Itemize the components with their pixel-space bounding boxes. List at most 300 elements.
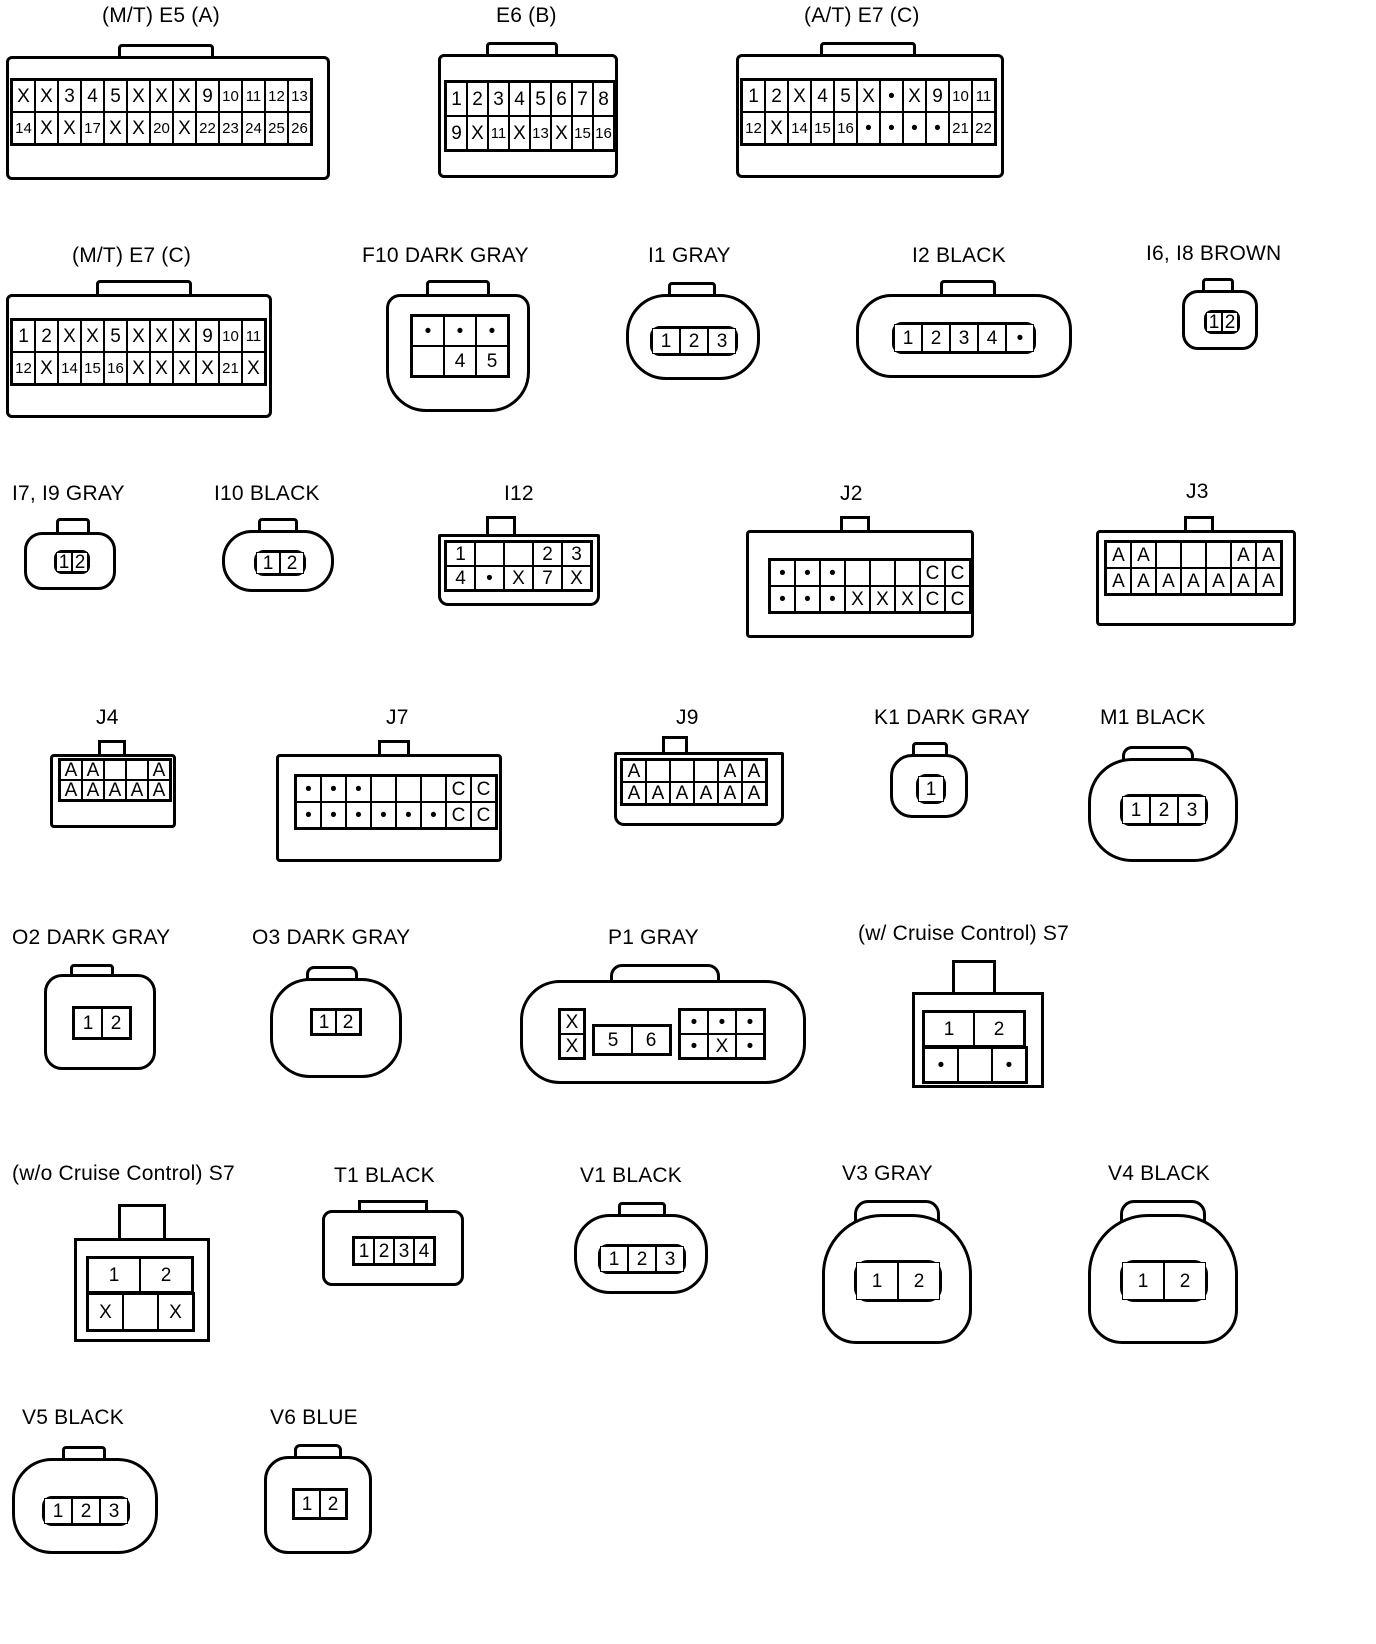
connector-pin: 4	[509, 82, 530, 116]
connector-pin: 9	[196, 320, 219, 352]
connector-pin: 14	[58, 352, 81, 384]
connector-pin: X	[150, 80, 173, 112]
connector-pin: X	[35, 80, 58, 112]
connector-pin: A	[1256, 568, 1281, 594]
connector-pin: •	[795, 560, 820, 586]
connector-pin: 4	[446, 566, 475, 590]
connector-i2	[848, 238, 1088, 388]
connector-pin: •	[857, 112, 880, 144]
connector-pin: X	[35, 352, 58, 384]
connector-pin: 21	[219, 352, 242, 384]
connector-pin: X	[173, 320, 196, 352]
connector-s7-with-cruise	[856, 922, 1106, 1102]
connector-pin: 2	[765, 80, 788, 112]
connector-pin: X	[467, 116, 488, 150]
connector-pin: A	[82, 760, 104, 780]
connector-pin: 1	[742, 80, 765, 112]
connector-pin: A	[148, 760, 170, 780]
connector-pin: •	[296, 802, 321, 828]
connector-pin: A	[1131, 542, 1156, 568]
pin-grid	[598, 1244, 686, 1274]
connector-pin: 1	[1122, 796, 1150, 824]
connector-pin: A	[1231, 568, 1256, 594]
connector-pin: 11	[972, 80, 995, 112]
connector-j4	[40, 702, 190, 832]
connector-pin: 14	[12, 112, 35, 144]
connector-e7-at	[730, 0, 1020, 190]
connector-pin: •	[680, 1010, 708, 1034]
connector-pin: 1	[918, 776, 944, 802]
connector-pin: 23	[219, 112, 242, 144]
connector-title: V3 GRAY	[842, 1162, 933, 1185]
connector-pin: 2	[680, 328, 708, 354]
connector-pin	[1206, 542, 1231, 568]
connector-pin: 5	[594, 1026, 632, 1054]
connector-pin: •	[926, 112, 949, 144]
connector-pin: 6	[632, 1026, 670, 1054]
connector-title: I2 BLACK	[912, 244, 1006, 267]
connector-pin: •	[412, 316, 444, 346]
connector-title: (A/T) E7 (C)	[804, 4, 920, 27]
connector-i1	[620, 238, 770, 388]
connector-pin: 15	[811, 112, 834, 144]
connector-pin: 2	[898, 1262, 940, 1300]
connector-v5	[6, 1402, 176, 1562]
connector-pin: •	[396, 802, 421, 828]
connector-title: J3	[1186, 480, 1209, 503]
connector-v1	[570, 1160, 740, 1300]
connector-pin: 13	[530, 116, 551, 150]
pin-grid-top	[86, 1256, 194, 1294]
pin-grid	[54, 550, 90, 574]
connector-pin	[958, 1048, 992, 1082]
connector-title: M1 BLACK	[1100, 706, 1206, 729]
connector-title: (M/T) E7 (C)	[72, 244, 192, 267]
connector-pin: X	[870, 586, 895, 612]
pin-grid-middle	[592, 1024, 672, 1056]
connector-pin: 2	[102, 1008, 130, 1038]
pin-grid	[650, 326, 738, 356]
connector-pin: C	[945, 560, 970, 586]
connector-pin: 24	[242, 112, 265, 144]
connector-title: O3 DARK GRAY	[252, 926, 411, 949]
connector-pin	[895, 560, 920, 586]
connector-pin: C	[446, 776, 471, 802]
connector-pin: •	[346, 776, 371, 802]
connector-pin: •	[371, 802, 396, 828]
connector-title: J2	[840, 482, 863, 505]
connector-pin: X	[551, 116, 572, 150]
connector-pin: •	[296, 776, 321, 802]
connector-pin: 2	[72, 1498, 100, 1524]
connector-pin: •	[880, 112, 903, 144]
connector-pin: X	[173, 352, 196, 384]
connector-pin: 2	[533, 542, 562, 566]
connector-pin: 3	[1178, 796, 1206, 824]
connector-pin: •	[736, 1034, 764, 1058]
connector-pin: X	[708, 1034, 736, 1058]
connector-pin: C	[471, 776, 496, 802]
connector-pin: 16	[104, 352, 127, 384]
connector-e5	[0, 0, 360, 190]
pin-grid	[410, 314, 510, 378]
connector-pin: 1	[446, 82, 467, 116]
connector-e7-mt	[0, 238, 290, 428]
connector-pin: 2	[140, 1258, 192, 1292]
connector-f10	[358, 238, 558, 418]
connector-pin: 1	[44, 1498, 72, 1524]
connector-pin: 5	[104, 80, 127, 112]
connector-pin: A	[60, 760, 82, 780]
connector-pin: 1	[312, 1010, 336, 1034]
connector-pin: 14	[788, 112, 811, 144]
connector-p1	[510, 922, 830, 1092]
connector-pin: X	[504, 566, 533, 590]
connector-pin: •	[795, 586, 820, 612]
connector-pin	[504, 542, 533, 566]
connector-pin: •	[992, 1048, 1026, 1082]
connector-j3	[1090, 478, 1310, 648]
connector-pin: 12	[12, 352, 35, 384]
connector-pin: X	[560, 1034, 584, 1058]
connector-pin: 9	[196, 80, 219, 112]
connector-pin: 5	[476, 346, 508, 376]
connector-pin: X	[127, 80, 150, 112]
connector-pin: •	[820, 560, 845, 586]
connector-pin: C	[446, 802, 471, 828]
connector-pin: •	[903, 112, 926, 144]
connector-pin: 26	[288, 112, 311, 144]
pin-grid	[854, 1260, 942, 1302]
connector-pin: 5	[530, 82, 551, 116]
connector-pin: •	[880, 80, 903, 112]
connector-pin: 2	[280, 552, 304, 574]
connector-pin: 2	[1164, 1262, 1206, 1300]
connector-pin: 10	[219, 320, 242, 352]
connector-pin: 3	[488, 82, 509, 116]
connector-pin: 22	[196, 112, 219, 144]
pin-grid	[352, 1236, 436, 1266]
connector-pin: 2	[922, 324, 950, 352]
connector-pin	[412, 346, 444, 376]
connector-v3	[820, 1160, 990, 1350]
connector-pin: 25	[265, 112, 288, 144]
connector-pin: 1	[894, 324, 922, 352]
connector-pin: 13	[288, 80, 311, 112]
connector-o2	[10, 922, 200, 1072]
connector-pin: 2	[628, 1246, 656, 1272]
pin-grid-right	[678, 1008, 766, 1060]
connector-pin: 9	[446, 116, 467, 150]
connector-pin: 2	[1222, 312, 1238, 332]
pin-grid	[42, 1496, 130, 1526]
connector-title: J4	[96, 706, 119, 729]
connector-pin: 7	[533, 566, 562, 590]
pin-grid	[1120, 1260, 1208, 1302]
connector-pin: A	[718, 782, 742, 804]
connector-pin: C	[945, 586, 970, 612]
connector-pin: A	[718, 760, 742, 782]
connector-s7-without-cruise	[10, 1160, 280, 1350]
connector-pin: C	[471, 802, 496, 828]
connector-pin: 2	[35, 320, 58, 352]
connector-pin: A	[622, 760, 646, 782]
connector-pin: 1	[856, 1262, 898, 1300]
connector-pin: 5	[834, 80, 857, 112]
connector-pin: A	[1156, 568, 1181, 594]
connector-pin: 6	[551, 82, 572, 116]
connector-pin	[396, 776, 421, 802]
pin-grid	[444, 540, 593, 592]
connector-title: V6 BLUE	[270, 1406, 358, 1429]
pin-grid	[294, 774, 498, 830]
connector-pin: 3	[58, 80, 81, 112]
connector-title: O2 DARK GRAY	[12, 926, 171, 949]
pin-grid-bottom	[86, 1292, 195, 1332]
connector-title: V5 BLACK	[22, 1406, 124, 1429]
connector-pin: X	[127, 320, 150, 352]
connector-pin: 12	[265, 80, 288, 112]
connector-pin: •	[708, 1010, 736, 1034]
connector-title: I10 BLACK	[214, 482, 320, 505]
pin-grid	[892, 322, 1036, 354]
connector-pin: 2	[336, 1010, 360, 1034]
connector-pin: X	[788, 80, 811, 112]
connector-pin	[694, 760, 718, 782]
connector-pin: 2	[72, 552, 88, 572]
connector-pin: 1	[600, 1246, 628, 1272]
connector-title: V4 BLACK	[1108, 1162, 1210, 1185]
connector-pin: 2	[1150, 796, 1178, 824]
connector-pin: X	[173, 112, 196, 144]
connector-pin: 15	[81, 352, 104, 384]
connector-pin: 11	[242, 80, 265, 112]
connector-pin: 11	[488, 116, 509, 150]
connector-i10	[210, 478, 360, 608]
connector-pin: •	[1006, 324, 1034, 352]
connector-pin: 1	[354, 1238, 374, 1264]
connector-pin: •	[321, 776, 346, 802]
connector-title: (M/T) E5 (A)	[102, 4, 220, 27]
connector-pin: 16	[834, 112, 857, 144]
connector-pin: X	[104, 112, 127, 144]
connector-pin: X	[857, 80, 880, 112]
connector-pin: 4	[414, 1238, 434, 1264]
connector-pin: •	[444, 316, 476, 346]
connector-pin: 3	[394, 1238, 414, 1264]
connector-title: E6 (B)	[496, 4, 557, 27]
connector-pin: •	[475, 566, 504, 590]
connector-pin: 1	[56, 552, 72, 572]
connector-pin: X	[127, 112, 150, 144]
pin-grid	[620, 758, 768, 806]
connector-pin: 1	[1206, 312, 1222, 332]
pin-grid	[58, 758, 172, 802]
connector-pin: 1	[12, 320, 35, 352]
connector-pin: 16	[593, 116, 614, 150]
connector-pin: 2	[974, 1012, 1024, 1046]
connector-title: I6, I8 BROWN	[1146, 242, 1282, 265]
connector-v6	[258, 1402, 428, 1562]
pin-grid	[310, 1008, 362, 1036]
connector-pin: 1	[256, 552, 280, 574]
connector-v4	[1086, 1160, 1266, 1350]
connector-pin: A	[148, 780, 170, 800]
connector-pin: A	[60, 780, 82, 800]
connector-pin: A	[1231, 542, 1256, 568]
connector-pin: •	[421, 802, 446, 828]
connector-title: I7, I9 GRAY	[12, 482, 125, 505]
connector-pin: 3	[656, 1246, 684, 1272]
connector-pin: 3	[100, 1498, 128, 1524]
connector-pin: X	[562, 566, 591, 590]
connector-pin: •	[770, 560, 795, 586]
connector-title: I12	[504, 482, 534, 505]
connector-pin: X	[127, 352, 150, 384]
connector-title: T1 BLACK	[334, 1164, 435, 1187]
connector-pin: X	[845, 586, 870, 612]
connector-pin: •	[770, 586, 795, 612]
connector-pin: A	[742, 782, 766, 804]
connector-pin: A	[1256, 542, 1281, 568]
pin-grid	[444, 80, 616, 152]
connector-pin: A	[104, 780, 126, 800]
connector-pin: C	[920, 560, 945, 586]
connector-pin: 4	[444, 346, 476, 376]
pin-grid-bottom	[922, 1046, 1028, 1084]
connector-j7	[270, 702, 540, 882]
connector-pin: X	[150, 352, 173, 384]
connector-j9	[610, 702, 800, 832]
connector-title: F10 DARK GRAY	[362, 244, 529, 267]
connector-pin: 1	[652, 328, 680, 354]
pin-grid	[740, 78, 997, 146]
pin-grid	[916, 774, 946, 804]
connector-pin: X	[58, 320, 81, 352]
connector-pin: 4	[811, 80, 834, 112]
connector-pin: C	[920, 586, 945, 612]
connector-pin	[475, 542, 504, 566]
connector-title: I1 GRAY	[648, 244, 731, 267]
connector-pin: 2	[467, 82, 488, 116]
connector-pin: 20	[150, 112, 173, 144]
connector-pin: 15	[572, 116, 593, 150]
connector-pin	[123, 1294, 158, 1330]
connector-pin: 17	[81, 112, 104, 144]
connector-pin: 3	[562, 542, 591, 566]
connector-pin: 11	[242, 320, 265, 352]
connector-pin: 21	[949, 112, 972, 144]
connector-pin: 2	[320, 1490, 346, 1518]
connector-pin: X	[81, 320, 104, 352]
connector-pin	[421, 776, 446, 802]
connector-pin: A	[670, 782, 694, 804]
connector-pin	[104, 760, 126, 780]
connector-pin: 3	[708, 328, 736, 354]
pin-grid	[1204, 310, 1240, 334]
pin-grid	[768, 558, 972, 614]
connector-pin: A	[1106, 568, 1131, 594]
connector-title: (w/ Cruise Control) S7	[858, 922, 1069, 945]
pin-grid	[292, 1488, 348, 1520]
connector-pin	[371, 776, 396, 802]
connector-pin: A	[742, 760, 766, 782]
connector-pin: 1	[74, 1008, 102, 1038]
connector-m1	[1080, 702, 1260, 872]
connector-pin: •	[680, 1034, 708, 1058]
connector-pin: X	[895, 586, 920, 612]
connector-pin	[1156, 542, 1181, 568]
connector-i7-i9	[0, 478, 160, 608]
connector-pin: A	[622, 782, 646, 804]
connector-title: P1 GRAY	[608, 926, 699, 949]
connector-pin: X	[765, 112, 788, 144]
connector-title: K1 DARK GRAY	[874, 706, 1031, 729]
connector-pin: •	[476, 316, 508, 346]
connector-pin: A	[1206, 568, 1231, 594]
connector-e6	[430, 0, 630, 190]
connector-i12	[430, 478, 610, 618]
connector-pin: 4	[81, 80, 104, 112]
connector-pin: X	[903, 80, 926, 112]
connector-pin: A	[1181, 568, 1206, 594]
connector-o3	[250, 922, 450, 1082]
connector-pin: X	[150, 320, 173, 352]
connector-pin: X	[509, 116, 530, 150]
pin-grid-left	[558, 1008, 586, 1060]
connector-pin	[126, 760, 148, 780]
connector-pin: 1	[294, 1490, 320, 1518]
connector-pin: 1	[1122, 1262, 1164, 1300]
connector-pin: 10	[219, 80, 242, 112]
connector-pin: •	[321, 802, 346, 828]
connector-k1	[870, 702, 1040, 832]
connector-pin: 1	[88, 1258, 140, 1292]
connector-pin: X	[196, 352, 219, 384]
connector-pin: 4	[978, 324, 1006, 352]
connector-pin: 12	[742, 112, 765, 144]
connector-pin: •	[736, 1010, 764, 1034]
connector-i6-i8	[1140, 238, 1310, 368]
connector-pin: •	[820, 586, 845, 612]
connector-pin: A	[1131, 568, 1156, 594]
connector-pin	[646, 760, 670, 782]
connector-title: V1 BLACK	[580, 1164, 682, 1187]
connector-pin: 7	[572, 82, 593, 116]
connector-title: (w/o Cruise Control) S7	[12, 1162, 235, 1185]
connector-title: J9	[676, 706, 699, 729]
connector-pin: •	[346, 802, 371, 828]
connector-pin: •	[924, 1048, 958, 1082]
connector-pin: 3	[950, 324, 978, 352]
pin-grid-top	[922, 1010, 1026, 1048]
connector-pin	[1181, 542, 1206, 568]
connector-pin: X	[88, 1294, 123, 1330]
pin-grid	[10, 318, 267, 386]
connector-pin: A	[126, 780, 148, 800]
connector-pin: 9	[926, 80, 949, 112]
pin-grid	[72, 1006, 132, 1040]
connector-pin: X	[58, 112, 81, 144]
connector-pin: 1	[446, 542, 475, 566]
pin-grid	[254, 550, 306, 576]
connector-pin: X	[35, 112, 58, 144]
connector-t1	[318, 1160, 488, 1290]
connector-pin: X	[560, 1010, 584, 1034]
connector-pin: A	[82, 780, 104, 800]
connector-pin: 2	[374, 1238, 394, 1264]
connector-pin: 5	[104, 320, 127, 352]
